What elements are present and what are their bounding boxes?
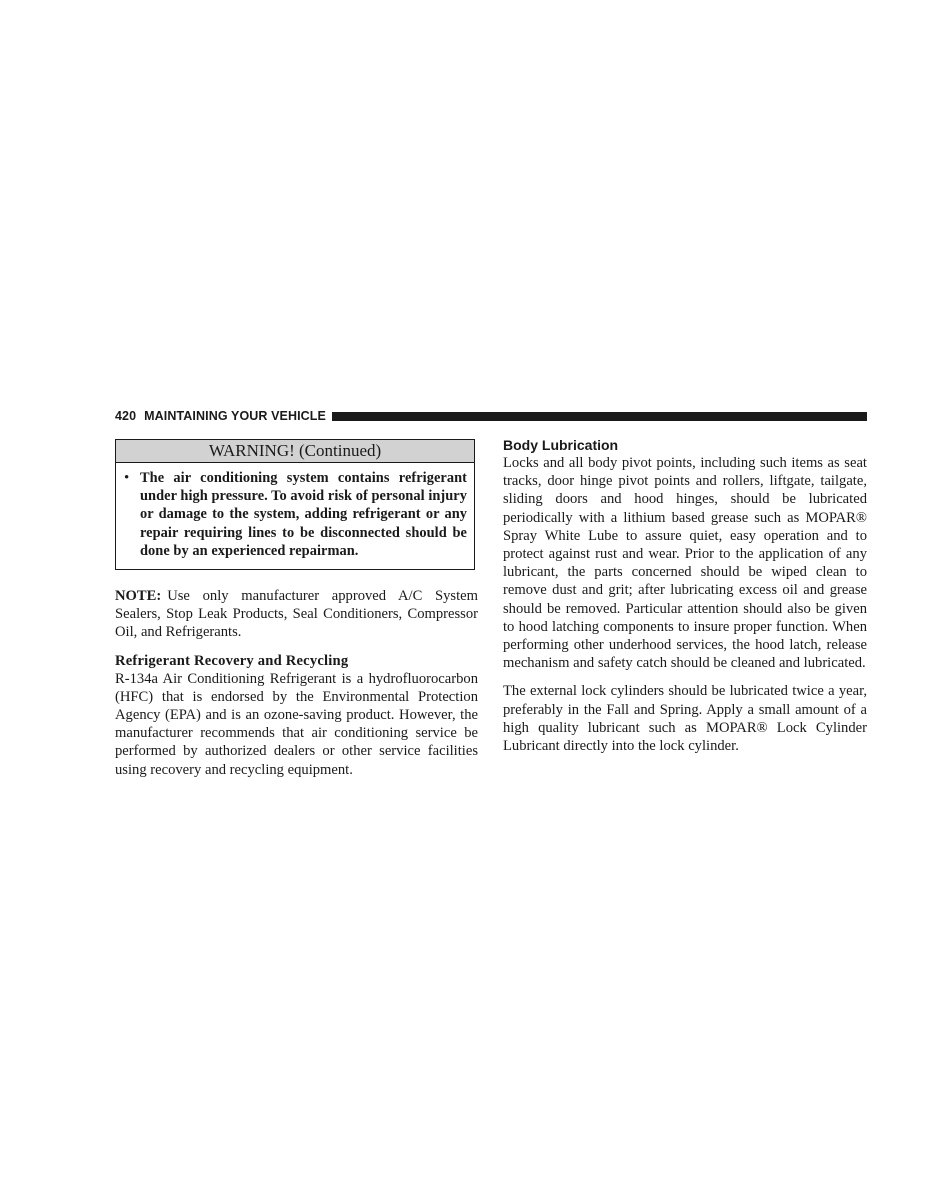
warning-heading: WARNING! (Continued) [116, 440, 474, 463]
warning-box [115, 439, 475, 570]
warning-text: The air conditioning system contains refrigerant under high pressure. To avoid risk of personal injury or damage to the system, adding refrigerant or any repair requiring lines to be disconnected should be done by an experienced repairman. [140, 470, 467, 559]
section-title: MAINTAINING YOUR VEHICLE [144, 409, 326, 423]
left-column [115, 439, 478, 779]
note-label: NOTE: [115, 588, 162, 605]
body-lubrication-paragraph: Locks and all body pivot points, including such items as seat tracks, door hinge pivot points and rollers, liftgate, tailgate, sliding doors and hood hinges, should be lubricated periodically with a lithium based grease such as MOPAR® Spray White Lube to assure quiet, easy operation and to protect against rust and wear. Prior to the application of any lubricant, the parts concerned should be wiped clean to remove dust and grit; after lubricating excess oil and grease should be removed. Particular attention should also be given to hood latching components to insure proper function. When performing other underhood services, the hood latch, release mechanism and safety catch should be cleaned and lubricated. [503, 455, 867, 672]
body-lubrication-heading: Body Lubrication [503, 437, 619, 453]
refrigerant-paragraph: R-134a Air Conditioning Refrigerant is a hydrofluorocarbon (HFC) that is endorsed by the Environmental Protection Agency (EPA) and is an ozone-saving product. However, the manufacturer recommends that air conditioning service be performed by authorized dealers or other service facilities using recovery and recycling equipment. [115, 670, 478, 778]
bullet-icon: • [124, 470, 130, 486]
note-text: Use only manufacturer approved A/C System Sealers, Stop Leak Products, Seal Conditioners, Compressor Oil, and Refrigerants. [115, 588, 478, 641]
page-number: 420 [115, 409, 137, 423]
header-rule [332, 412, 867, 421]
lock-cylinder-paragraph: The external lock cylinders should be lubricated twice a year, preferably in the Fall and Spring. Apply a small amount of a high quality lubricant such as MOPAR® Lock Cylinder Lubricant directly into the lock cylinder. [503, 683, 867, 755]
note-paragraph [115, 587, 478, 642]
page-header [115, 408, 867, 424]
right-column [503, 436, 867, 755]
refrigerant-heading: Refrigerant Recovery and Recycling [115, 652, 349, 669]
warning-body [116, 463, 474, 569]
